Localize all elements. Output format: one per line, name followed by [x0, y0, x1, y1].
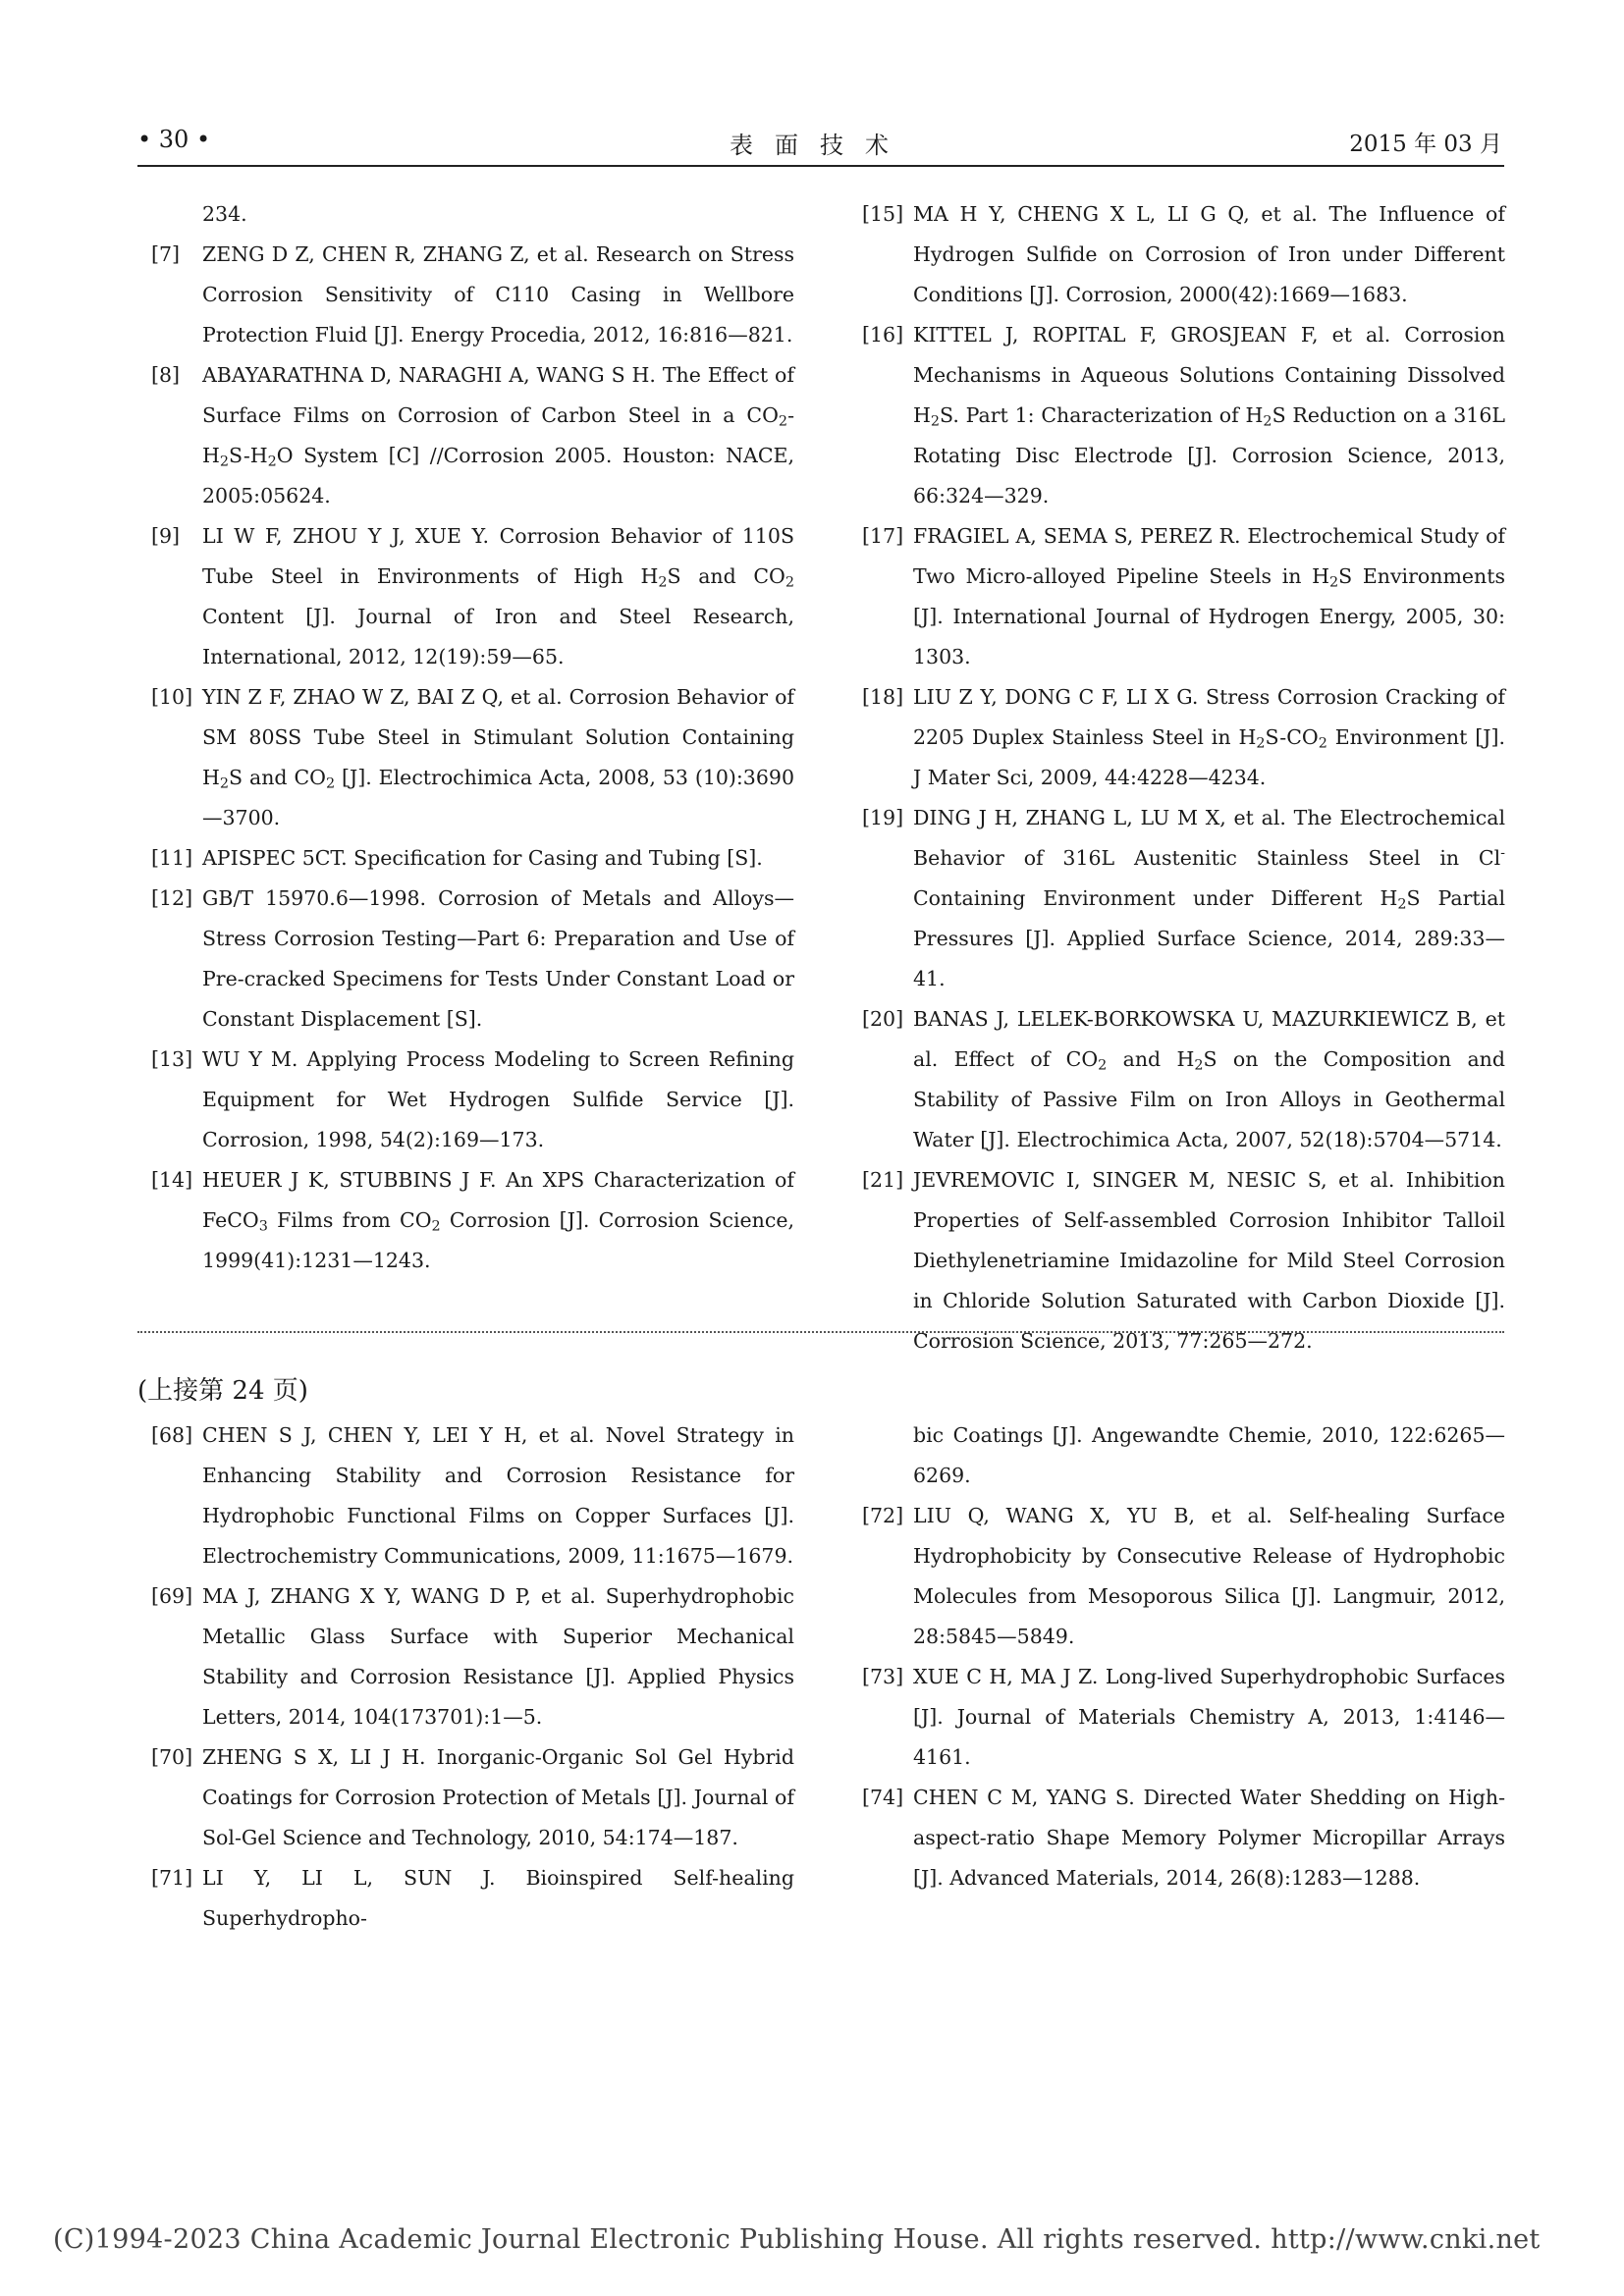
reference-text: LIU Z Y, DONG C F, LI X G. Stress Corrosion Cracking of 2205 Duplex Stainless Steel in $H_2S-CO_2$ Environment [J]. J Mater Sci, 2009, 44:4228—4234.: [913, 685, 1505, 789]
reference-entry: [862, 516, 1505, 677]
reference-entry: [862, 194, 1505, 315]
reference-entry: [151, 355, 794, 516]
header-rule: [137, 165, 1504, 167]
references-bottom-right: [862, 1415, 1505, 1898]
reference-entry: [862, 1496, 1505, 1657]
reference-text: MA J, ZHANG X Y, WANG D P, et al. Superhydrophobic Metallic Glass Surface with Superior Mechanical Stability and Corrosion Resistance [J]. Applied Physics Letters, 2014, 104(173701):1—5.: [202, 1584, 794, 1729]
reference-entry: [151, 516, 794, 677]
reference-entry: [151, 677, 794, 838]
reference-entry: [151, 1737, 794, 1858]
reference-text: WU Y M. Applying Process Modeling to Screen Refining Equipment for Wet Hydrogen Sulfide Service [J]. Corrosion, 1998, 54(2):169—173.: [202, 1047, 794, 1151]
reference-text: GB/T 15970.6—1998. Corrosion of Metals and Alloys—Stress Corrosion Testing—Part 6: Preparation and Use of Pre-cracked Specimens for Tests Under Constant Load or Constant Displacement [S].: [202, 886, 794, 1031]
references-top-right: [862, 194, 1505, 1362]
reference-number: [68]: [151, 1423, 193, 1447]
page-header: [137, 126, 1502, 159]
reference-text: HEUER J K, STUBBINS J F. An XPS Characterization of FeCO$_3$ Films from $CO_2$ Corrosion [J]. Corrosion Science, 1999(41):1231—1243.: [202, 1168, 794, 1272]
reference-entry: [151, 194, 794, 235]
reference-entry: [862, 1778, 1505, 1898]
reference-text: LIU Q, WANG X, YU B, et al. Self-healing Surface Hydrophobicity by Consecutive Release of Hydrophobic Molecules from Mesoporous Silica [J]. Langmuir, 2012, 28:5845—5849.: [913, 1504, 1505, 1648]
issue-date: 2015 年 03 月: [1349, 132, 1502, 157]
references-top-left: [151, 194, 794, 1281]
reference-text: bic Coatings [J]. Angewandte Chemie, 2010, 122:6265—6269.: [913, 1423, 1505, 1487]
journal-title: 表面技术: [730, 132, 910, 159]
reference-text: LI Y, LI L, SUN J. Bioinspired Self-healing Superhydropho-: [202, 1866, 794, 1930]
reference-entry: [862, 1415, 1505, 1496]
reference-entry: [862, 677, 1505, 798]
reference-text: ABAYARATHNA D, NARAGHI A, WANG S H. The Effect of Surface Films on Corrosion of Carbon Steel in a $CO_2-H_2S-H_2O$ System [C] //Corrosion 2005. Houston: NACE, 2005:05624.: [202, 363, 794, 507]
reference-number: [72]: [862, 1504, 904, 1527]
section-divider: [137, 1331, 1504, 1333]
reference-entry: [151, 235, 794, 355]
continued-from-label: (上接第 24 页): [137, 1376, 308, 1406]
reference-number: [16]: [862, 323, 904, 347]
reference-entry: [151, 879, 794, 1040]
reference-number: [13]: [151, 1047, 193, 1071]
reference-text: XUE C H, MA J Z. Long-lived Superhydrophobic Surfaces [J]. Journal of Materials Chemistry A, 2013, 1:4146—4161.: [913, 1665, 1505, 1769]
reference-number: [15]: [862, 202, 904, 226]
reference-entry: [862, 798, 1505, 999]
reference-number: [18]: [862, 685, 904, 709]
reference-entry: [151, 1160, 794, 1281]
reference-text: JEVREMOVIC I, SINGER M, NESIC S, et al. Inhibition Properties of Self-assembled Corrosion Inhibitor Talloil Diethylenetriamine Imidazoline for Mild Steel Corrosion in Chloride Solution Saturated with Carbon Dioxide [J]. Corrosion Science, 2013, 77:265—272.: [913, 1168, 1505, 1353]
reference-number: [14]: [151, 1168, 193, 1192]
reference-entry: [862, 999, 1505, 1160]
reference-text: BANAS J, LELEK-BORKOWSKA U, MAZURKIEWICZ B, et al. Effect of $CO_2$ and $H_2S$ on the Composition and Stability of Passive Film on Iron Alloys in Geothermal Water [J]. Electrochimica Acta, 2007, 52(18):5704—5714.: [913, 1007, 1505, 1151]
reference-number: [12]: [151, 886, 193, 910]
reference-text: LI W F, ZHOU Y J, XUE Y. Corrosion Behavior of 110S Tube Steel in Environments of High $H_2S$ and $CO_2$ Content [J]. Journal of Iron and Steel Research, International, 2012, 12(19):59—65.: [202, 524, 794, 668]
reference-number: [17]: [862, 524, 904, 548]
reference-text: ZENG D Z, CHEN R, ZHANG Z, et al. Research on Stress Corrosion Sensitivity of C110 Casing in Wellbore Protection Fluid [J]. Energy Procedia, 2012, 16:816—821.: [202, 242, 794, 347]
reference-number: [74]: [862, 1786, 904, 1809]
page-number: • 30 •: [137, 126, 211, 153]
reference-entry: [151, 1858, 794, 1939]
reference-text: 234.: [202, 202, 247, 226]
reference-entry: [151, 1040, 794, 1160]
reference-number: [73]: [862, 1665, 904, 1688]
reference-text: KITTEL J, ROPITAL F, GROSJEAN F, et al. Corrosion Mechanisms in Aqueous Solutions Containing Dissolved $H_2S$. Part 1: Characterization of $H_2S$ Reduction on a 316L Rotating Disc Electrode [J]. Corrosion Science, 2013, 66:324—329.: [913, 323, 1505, 507]
reference-text: FRAGIEL A, SEMA S, PEREZ R. Electrochemical Study of Two Micro-alloyed Pipeline Steels in $H_2S$ Environments [J]. International Journal of Hydrogen Energy, 2005, 30: 1303.: [913, 524, 1505, 668]
reference-number: [7]: [151, 242, 181, 266]
reference-number: [11]: [151, 846, 193, 870]
reference-text: APISPEC 5CT. Specification for Casing and Tubing [S].: [202, 846, 763, 870]
reference-text: DING J H, ZHANG L, LU M X, et al. The Electrochemical Behavior of 316L Austenitic Stainless Steel in Cl- Containing Environment under Different $H_2S$ Partial Pressures [J]. Applied Surface Science, 2014, 289:33—41.: [913, 806, 1505, 990]
reference-entry: [151, 1415, 794, 1576]
reference-entry: [151, 838, 794, 879]
reference-number: [71]: [151, 1866, 193, 1890]
reference-entry: [151, 1576, 794, 1737]
reference-text: ZHENG S X, LI J H. Inorganic-Organic Sol Gel Hybrid Coatings for Corrosion Protection of Metals [J]. Journal of Sol-Gel Science and Technology, 2010, 54:174—187.: [202, 1745, 794, 1849]
reference-number: [10]: [151, 685, 193, 709]
reference-entry: [862, 315, 1505, 516]
reference-text: YIN Z F, ZHAO W Z, BAI Z Q, et al. Corrosion Behavior of SM 80SS Tube Steel in Stimulant Solution Containing $H_2S$ and $CO_2$ [J]. Electrochimica Acta, 2008, 53 (10):3690—3700.: [202, 685, 794, 829]
reference-text: MA H Y, CHENG X L, LI G Q, et al. The Influence of Hydrogen Sulfide on Corrosion of Iron under Different Conditions [J]. Corrosion, 2000(42):1669—1683.: [913, 202, 1505, 306]
copyright-footer: (C)1994-2023 China Academic Journal Electronic Publishing House. All rights reserved. http://www.cnki.net: [53, 2224, 1541, 2255]
reference-number: [21]: [862, 1168, 904, 1192]
reference-text: CHEN S J, CHEN Y, LEI Y H, et al. Novel Strategy in Enhancing Stability and Corrosion Resistance for Hydrophobic Functional Films on Copper Surfaces [J]. Electrochemistry Communications, 2009, 11:1675—1679.: [202, 1423, 794, 1568]
reference-number: [8]: [151, 363, 181, 387]
reference-number: [9]: [151, 524, 181, 548]
reference-number: [19]: [862, 806, 904, 829]
references-bottom-left: [151, 1415, 794, 1939]
reference-number: [69]: [151, 1584, 193, 1608]
reference-number: [70]: [151, 1745, 193, 1769]
reference-text: CHEN C M, YANG S. Directed Water Shedding on High-aspect-ratio Shape Memory Polymer Micropillar Arrays [J]. Advanced Materials, 2014, 26(8):1283—1288.: [913, 1786, 1505, 1890]
reference-number: [20]: [862, 1007, 904, 1031]
reference-entry: [862, 1657, 1505, 1778]
